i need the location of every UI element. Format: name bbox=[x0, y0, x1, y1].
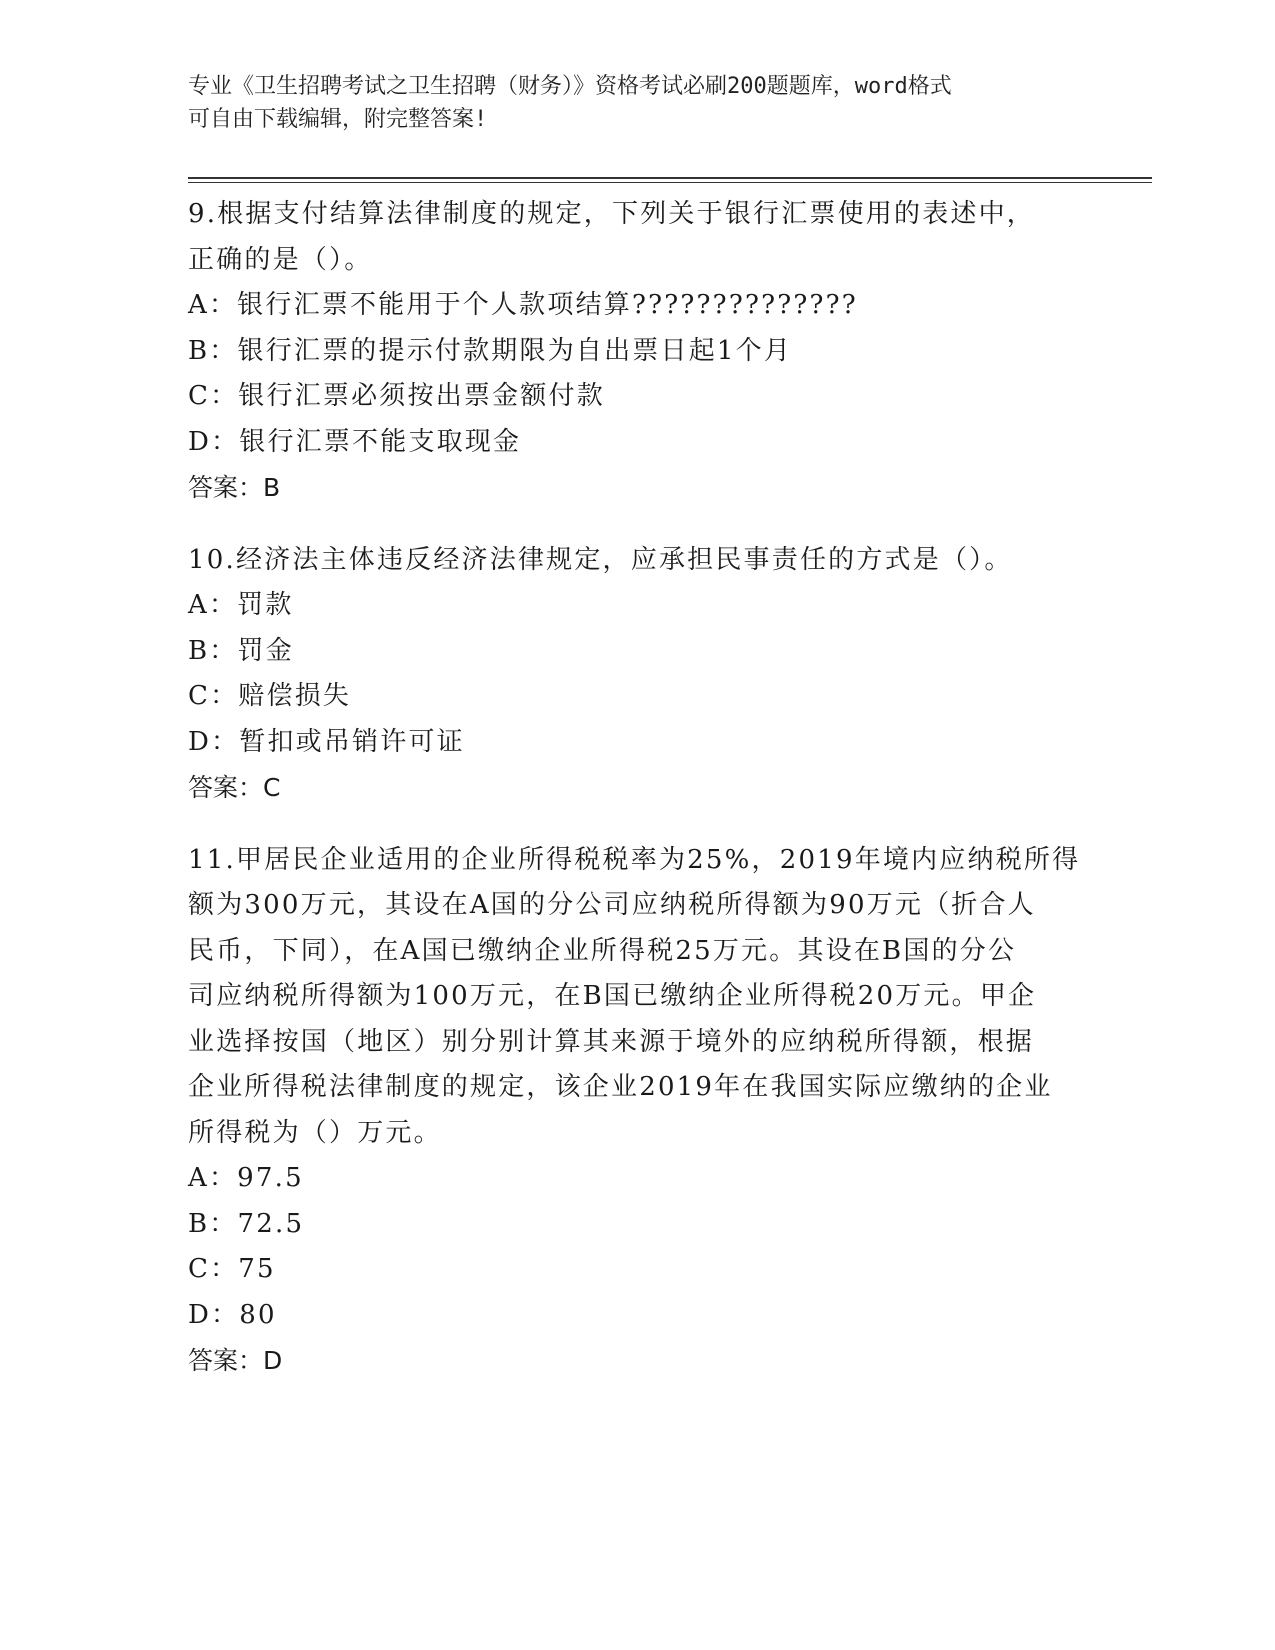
option-a: A：97.5 bbox=[188, 1163, 304, 1193]
option-c: C：银行汇票必须按出票金额付款 bbox=[188, 381, 605, 411]
option-d: D：暂扣或吊销许可证 bbox=[188, 726, 465, 757]
document-header bbox=[188, 70, 1068, 136]
header-line-2: 可自由下载编辑，附完整答案! bbox=[188, 107, 488, 132]
stem-line: 11.甲居民企业适用的企业所得税税率为25%，2019年境内应纳税所得 bbox=[188, 844, 1081, 875]
question-stem bbox=[188, 838, 1088, 1157]
stem-line: 民币，下同），在A国已缴纳企业所得税25万元。其设在B国的分公 bbox=[188, 935, 1017, 966]
option-b: B：72.5 bbox=[188, 1208, 305, 1239]
option-d: D：银行汇票不能支取现金 bbox=[188, 426, 522, 457]
question-stem bbox=[188, 192, 1088, 283]
stem-line: 9.根据支付结算法律制度的规定，下列关于银行汇票使用的表述中， bbox=[188, 199, 1036, 229]
question-10 bbox=[188, 538, 1088, 811]
stem-line: 正确的是（）。 bbox=[188, 244, 373, 275]
question-11 bbox=[188, 838, 1088, 1384]
option-b: B：银行汇票的提示付款期限为自出票日起1个月 bbox=[188, 335, 793, 366]
option-a: A：罚款 bbox=[188, 590, 294, 620]
question-9 bbox=[188, 192, 1088, 511]
stem-line: 企业所得税法律制度的规定，该企业2019年在我国实际应缴纳的企业 bbox=[188, 1072, 1053, 1102]
answer: 答案：C bbox=[188, 773, 281, 802]
option-a: A：银行汇票不能用于个人款项结算?????????????? bbox=[188, 290, 858, 320]
question-list bbox=[188, 192, 1088, 1411]
question-stem bbox=[188, 538, 1088, 584]
stem-line: 司应纳税所得额为100万元，在B国已缴纳企业所得税20万元。甲企 bbox=[188, 981, 1037, 1011]
option-d: D：80 bbox=[188, 1299, 277, 1330]
stem-line: 额为300万元，其设在A国的分公司应纳税所得额为90万元（折合人 bbox=[188, 890, 1036, 920]
option-c: C：赔偿损失 bbox=[188, 681, 352, 711]
stem-line: 业选择按国（地区）别分别计算其来源于境外的应纳税所得额，根据 bbox=[188, 1026, 1035, 1057]
stem-line: 10.经济法主体违反经济法律规定，应承担民事责任的方式是（）。 bbox=[188, 544, 1013, 575]
answer: 答案：D bbox=[188, 1346, 283, 1375]
stem-line: 所得税为（）万元。 bbox=[188, 1117, 442, 1148]
option-b: B：罚金 bbox=[188, 635, 294, 666]
header-divider bbox=[188, 177, 1152, 183]
header-line-1: 专业《卫生招聘考试之卫生招聘（财务）》资格考试必刷200题题库，word格式 bbox=[188, 74, 952, 99]
answer: 答案：B bbox=[188, 473, 281, 502]
option-c: C：75 bbox=[188, 1254, 276, 1284]
